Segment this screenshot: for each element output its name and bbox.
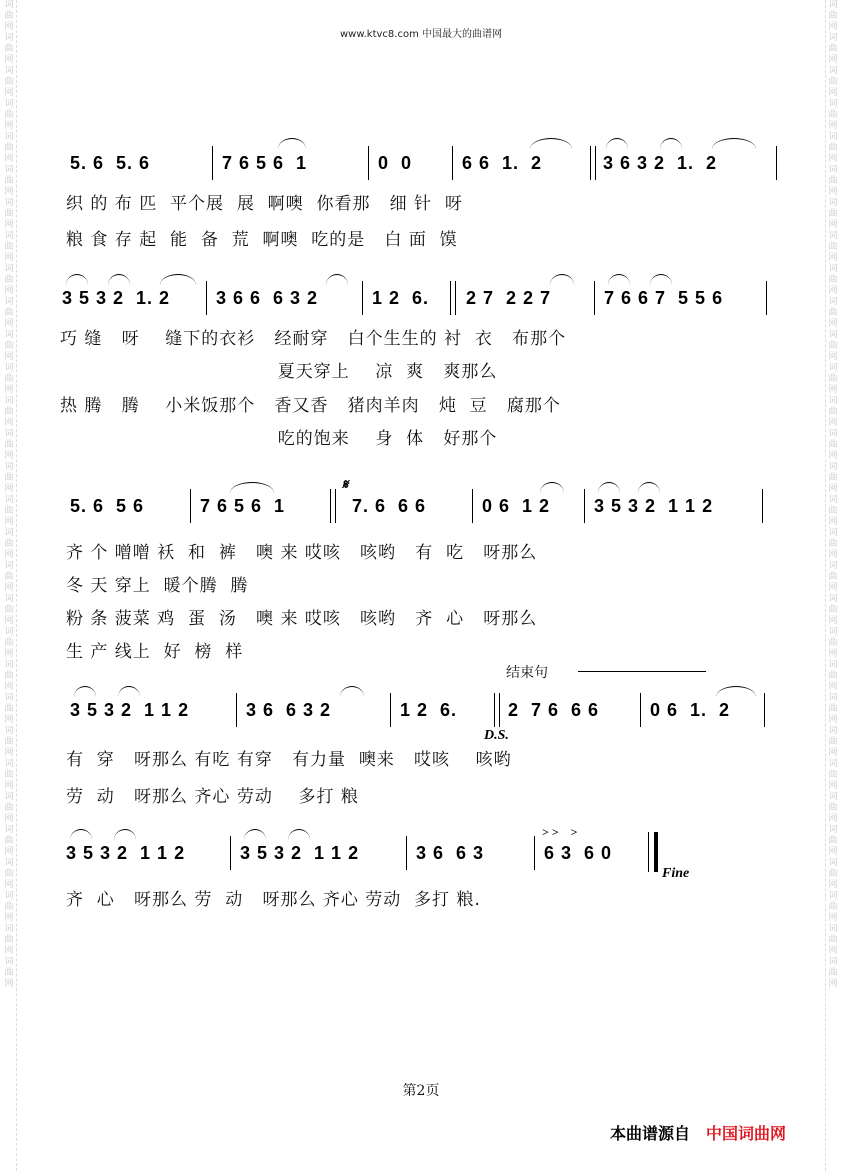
measure: 0 0	[378, 153, 413, 173]
slur	[650, 274, 672, 285]
final-barline	[648, 832, 658, 872]
measure: 1 2 6.	[400, 700, 458, 720]
slur	[598, 482, 620, 493]
repeat-barline	[494, 693, 500, 727]
lyric-line: 有 穿 呀那么 有吃 有穿 有力量 噢来 哎咳 咳哟	[66, 750, 512, 770]
barline	[368, 146, 369, 180]
fine-marking: Fine	[662, 866, 690, 881]
measure: 3 5 3 2 1 1 2	[66, 843, 186, 863]
slur	[326, 274, 348, 285]
measure: 7 6 5 6 1	[222, 153, 308, 173]
measure: 0 6 1. 2	[650, 700, 731, 720]
slur	[530, 138, 572, 149]
measure: 2 7 2 2 7	[466, 288, 552, 308]
lyric-line: 齐 个 噌噌 袄 和 裤 噢 来 哎咳 咳哟 有 吃 呀那么	[66, 543, 538, 563]
barline	[584, 489, 585, 523]
segno-sign: 𝄋	[342, 478, 349, 493]
slur	[716, 686, 756, 697]
barline	[452, 146, 453, 180]
slur	[244, 829, 266, 840]
source-brand[interactable]: 中国词曲网	[706, 1124, 787, 1143]
lyric-line: 热 腾 腾 小米饭那个 香又香 猪肉羊肉 炖 豆 腐那个	[60, 396, 561, 416]
barline	[406, 836, 407, 870]
measure: 5. 6 5. 6	[70, 153, 151, 173]
slur	[108, 274, 130, 285]
measure: 2 7 6 6 6	[508, 700, 600, 720]
lyric-line: 织 的 布 匹 平个展 展 啊噢 你看那 细 针 呀	[66, 194, 463, 214]
slur	[550, 274, 574, 285]
measure: 3 5 3 2 1 1 2	[594, 496, 714, 516]
barline	[766, 281, 767, 315]
barline	[390, 693, 391, 727]
slur	[288, 829, 310, 840]
slur	[606, 138, 628, 149]
ending-label: 结束句	[506, 665, 548, 681]
slur	[70, 829, 92, 840]
slur	[160, 274, 196, 285]
barline	[640, 693, 641, 727]
measure: 3 6 3 2 1. 2	[603, 153, 718, 173]
barline	[212, 146, 213, 180]
measure: 7 6 5 6 1	[200, 496, 286, 516]
lyric-line: 生 产 线上 好 榜 样	[66, 642, 244, 662]
barline	[206, 281, 207, 315]
lyric-line: 齐 心 呀那么 劳 动 呀那么 齐心 劳动 多打 粮.	[66, 890, 481, 910]
lyric-line: 粮 食 存 起 能 备 荒 啊噢 吃的是 白 面 馍	[66, 230, 458, 250]
barline	[190, 489, 191, 523]
measure: 3 5 3 2 1 1 2	[70, 700, 190, 720]
measure: 5. 6 5 6	[70, 496, 145, 516]
page-number: 第2页	[402, 1083, 440, 1099]
barline	[594, 281, 595, 315]
lyric-line: 冬 天 穿上 暖个腾 腾	[66, 576, 249, 596]
barline	[236, 693, 237, 727]
side-watermark-right: 词曲网词曲网词曲网词曲网词曲网词曲网词曲网词曲网词曲网词曲网词曲网词曲网词曲网词曲网词曲网词曲网词曲网词曲网词曲网词曲网词曲网词曲网词曲网词曲网词曲网词曲网词曲网词曲网词曲网词曲网	[825, 0, 840, 1171]
measure: 6 6 1. 2	[462, 153, 543, 173]
measure: 3 5 3 2 1. 2	[62, 288, 171, 308]
measure: 7 6 6 7 5 5 6	[604, 288, 724, 308]
barline	[762, 489, 763, 523]
source-label: 本曲谱源自	[610, 1124, 691, 1143]
lyric-line: 夏天穿上 凉 爽 爽那么	[60, 362, 498, 382]
lyric-line: 吃的饱来 身 体 好那个	[60, 429, 498, 449]
barline	[764, 693, 765, 727]
measure: 1 2 6.	[372, 288, 430, 308]
slur	[340, 686, 364, 697]
slur	[638, 482, 660, 493]
measure: 6 3 6 0	[544, 843, 613, 863]
repeat-end-barline	[330, 489, 336, 523]
site-header: www.ktvc8.com 中国最大的曲谱网	[339, 29, 502, 40]
slur	[712, 138, 756, 149]
lyric-line: 劳 动 呀那么 齐心 劳动 多打 粮	[66, 787, 359, 807]
barline	[362, 281, 363, 315]
source-credit	[610, 1121, 786, 1144]
barline	[776, 146, 777, 180]
barline	[534, 836, 535, 870]
barline	[472, 489, 473, 523]
lyric-line: 巧 缝 呀 缝下的衣衫 经耐穿 白个生生的 衬 衣 布那个	[60, 329, 567, 349]
lyric-line: 粉 条 菠菜 鸡 蛋 汤 噢 来 哎咳 咳哟 齐 心 呀那么	[66, 609, 538, 629]
slur	[66, 274, 88, 285]
slur	[540, 482, 564, 493]
slur	[118, 686, 140, 697]
slur	[278, 138, 306, 149]
measure: 7. 6 6 6	[352, 496, 427, 516]
double-barline	[590, 146, 596, 180]
barline	[230, 836, 231, 870]
slur	[114, 829, 136, 840]
measure: 3 6 6 3 2	[246, 700, 332, 720]
slur	[660, 138, 682, 149]
ds-marking: D.S.	[484, 728, 509, 743]
slur	[74, 686, 96, 697]
measure: 3 6 6 3	[416, 843, 485, 863]
measure: 0 6 1 2	[482, 496, 551, 516]
measure: 3 5 3 2 1 1 2	[240, 843, 360, 863]
measure: 3 6 6 6 3 2	[216, 288, 319, 308]
accent-marks: > > >	[542, 825, 578, 839]
slur	[230, 482, 274, 493]
ending-bracket	[578, 671, 706, 672]
repeat-start-barline	[450, 281, 456, 315]
slur	[608, 274, 630, 285]
side-watermark-left: 词曲网词曲网词曲网词曲网词曲网词曲网词曲网词曲网词曲网词曲网词曲网词曲网词曲网词曲网词曲网词曲网词曲网词曲网词曲网词曲网词曲网词曲网词曲网词曲网词曲网词曲网词曲网词曲网词曲网词曲网	[2, 0, 17, 1171]
